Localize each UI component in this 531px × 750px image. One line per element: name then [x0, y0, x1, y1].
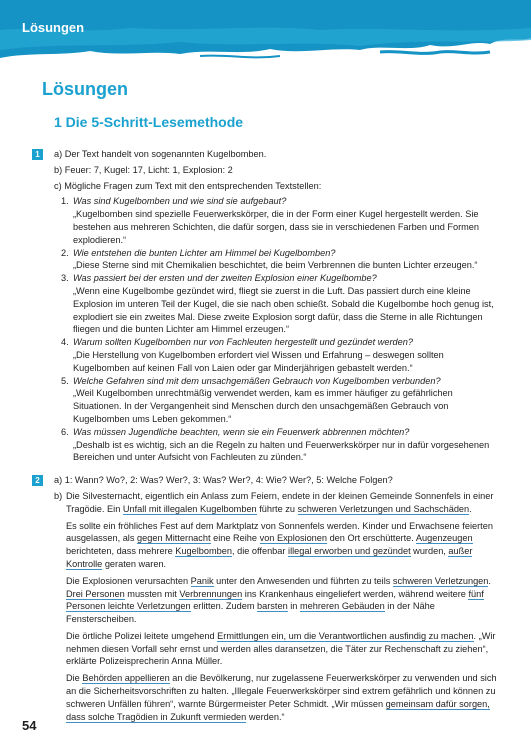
underlined-keyword: gemeinsam dafür sorgen, dass solche Tragödien in Zukunft vermieden [66, 698, 490, 722]
question-text: Was müssen Jugendliche beachten, wenn sie ein Feuerwerk abbrennen möchten? [73, 426, 410, 437]
question-item [54, 272, 502, 336]
question-number: 4. [61, 337, 69, 348]
task-2 [32, 474, 502, 723]
text-segment: den Ort erschütterte. [327, 533, 416, 544]
text-segment: Es sollte ein fröhliches Fest auf dem Marktplatz von Sonnenfels werden. Kinder und Erwachsene feierten ausgelassen, als [66, 520, 493, 544]
article-paragraph [66, 575, 502, 626]
article-paragraph [66, 672, 502, 723]
header-banner [0, 0, 531, 66]
answer-b-label: b) [54, 490, 63, 501]
question-item [54, 375, 502, 426]
page-title: Lösungen [42, 79, 128, 99]
text-segment: in [287, 601, 300, 612]
text-segment: in der Nähe Fensterscheiben. [66, 601, 435, 625]
question-text: Wie entstehen die bunten Lichter am Himmel bei Kugelbomben? [73, 247, 336, 258]
question-text: Was sind Kugelbomben und wie sind sie aufgebaut? [73, 196, 287, 207]
answer-b [54, 490, 502, 724]
answer-b: b) Feuer: 7, Kugel: 17, Licht: 1, Explosion: 2 [54, 164, 233, 175]
text-segment: werden.“ [246, 711, 285, 722]
question-number: 6. [61, 426, 69, 437]
answer-c: c) Mögliche Fragen zum Text mit den entsprechenden Textstellen: [54, 180, 322, 191]
content [32, 148, 502, 727]
quote-answer: „Weil Kugelbomben unrechtmäßig verwendet werden, kam es immer häufiger zu gefährlichen Situationen. In der Vergangenheit sind Menschen durch den unsachgemäßen Gebrauch von Kugelbomben ums Leben gekommen.“ [73, 388, 453, 424]
question-number: 1. [61, 196, 69, 207]
article-paragraph [66, 630, 502, 668]
quote-answer: „Diese Sterne sind mit Chemikalien beschichtet, die beim Verbrennen die bunten Lichter erzeugen.“ [73, 260, 478, 271]
text-segment: , die offenbar [232, 546, 289, 557]
article-paragraph [66, 490, 502, 516]
question-item [54, 247, 502, 273]
question-item [54, 426, 502, 464]
text-segment: an die Bevölkerung, nur zugelassene Feuerwerkskörper zu verwenden und sich an die Sicherheitsvorschriften zu halten. „Illegale Feuerwerkskörper sind extrem gefährlich und können zu schweren Unfällen führen“, warnte Bürgermeister Peter Schmidt. „Wir müssen [66, 673, 497, 709]
question-text: Was passiert bei der ersten und der zweiten Explosion einer Kugelbombe? [73, 273, 377, 284]
quote-answer: „Kugelbomben sind spezielle Feuerwerkskörper, die in der Form einer Kugel hergestellt werden. Sie bestehen aus mehreren Schichten, die dafür sorgen, dass sie in verschiedenen Farben und Formen explodieren.“ [73, 209, 480, 245]
text-segment: Die [66, 673, 83, 684]
task-number-badge: 2 [32, 475, 43, 486]
question-item [54, 195, 502, 246]
text-segment: berichteten, dass mehrere [66, 546, 176, 557]
quote-answer: „Die Herstellung von Kugelbomben erfordert viel Wissen und Erfahrung – deswegen sollten Kugelbomben auf keinen Fall von Laien oder gar Minderjährigen gebastelt werden.“ [73, 349, 444, 373]
text-segment: wurden, [410, 546, 449, 557]
underlined-keyword: Augenzeugen [415, 533, 473, 544]
question-number: 3. [61, 273, 69, 284]
text-segment: Die örtliche Polizei leitete umgehend [66, 630, 218, 641]
underlined-keyword: schweren Verletzungen und Sachschäden [297, 503, 470, 514]
text-segment: Die Silvesternacht, eigentlich ein Anlass zum Feiern, endete in der kleinen Gemeinde Sonnenfels in einer Tragödie. Ein [66, 490, 494, 514]
question-number: 2. [61, 247, 69, 258]
underlined-keyword: Kugelbomben [175, 546, 232, 557]
news-article [54, 490, 502, 724]
underlined-keyword: gegen Mitternacht [137, 533, 211, 544]
quote-answer: „Wenn eine Kugelbombe gezündet wird, fliegt sie zuerst in die Luft. Das passiert durch eine kleine Explosion im unteren Teil der Kugel, die sie nach oben schießt. Sobald die Kugelbombe hoch genug ist, explodiert sie ein zweites Mal. Diese zweite Explosion sorgt dafür, dass die Sterne in alle Richtungen fliegen und die bunten Lichter am Himmel erzeugen.“ [73, 285, 494, 335]
text-segment: . „Wir nehmen diesen Vorfall sehr ernst und werden alles daransetzen, die Täter zur Rechenschaft zu ziehen“, erklärte Polizeisprecherin Anna Müller. [66, 630, 496, 667]
header-label: Lösungen [22, 20, 85, 35]
underlined-keyword: fünf Personen leichte Verletzungen [66, 588, 484, 612]
quote-answer: „Deshalb ist es wichtig, sich an die Regeln zu halten und Feuerwerkskörper nur in dafür vorgesehenen Bereichen und unter Aufsicht von Fachleuten zu zünden.“ [73, 439, 490, 463]
text-segment: führte zu [256, 503, 298, 514]
text-segment: erlitten. Zudem [190, 601, 258, 612]
question-number: 5. [61, 375, 69, 386]
underlined-keyword: Drei Personen [66, 588, 125, 599]
text-segment: unter den Anwesenden und führten zu teils [213, 575, 393, 586]
underlined-keyword: barsten [257, 601, 288, 612]
underlined-keyword: illegal erworben und gezündet [288, 546, 411, 557]
text-segment: Die Explosionen verursachten [66, 575, 191, 586]
underlined-keyword: Ermittlungen ein, um die Verantwortlichen ausfindig zu machen [217, 630, 474, 641]
question-item [54, 336, 502, 374]
section-title: 1 Die 5-Schritt-Lesemethode [54, 114, 244, 130]
question-text: Warum sollten Kugelbomben nur von Fachleuten hergestellt und gezündet werden? [73, 337, 413, 348]
text-segment: mussten mit [124, 588, 180, 599]
underlined-keyword: schweren Verletzungen [392, 575, 489, 586]
task-number-badge: 1 [32, 149, 43, 160]
text-segment: . [469, 503, 472, 514]
question-list [54, 195, 502, 464]
text-segment: ins Krankenhaus eingeliefert werden, während weitere [242, 588, 469, 599]
underlined-keyword: Panik [190, 575, 214, 586]
underlined-keyword: Verbrennungen [179, 588, 243, 599]
text-segment: eine Reihe [210, 533, 260, 544]
underlined-keyword: von Explosionen [259, 533, 328, 544]
underlined-keyword: mehreren Gebäuden [299, 601, 385, 612]
underlined-keyword: Behörden appellieren [82, 673, 170, 684]
answer-a: a) 1: Wann? Wo?, 2: Was? Wer?, 3: Was? Wer?, 4: Wie? Wer?, 5: Welche Folgen? [54, 475, 393, 486]
question-text: Welche Gefahren sind mit dem unsachgemäßen Gebrauch von Kugelbomben verbunden? [73, 375, 441, 386]
underlined-keyword: Unfall mit illegalen Kugelbomben [122, 503, 257, 514]
article-paragraph [66, 520, 502, 571]
text-segment: geraten waren. [102, 558, 167, 569]
answer-a: a) Der Text handelt von sogenannten Kugelbomben. [54, 149, 267, 159]
underlined-keyword: außer Kontrolle [66, 546, 473, 569]
page-number: 54 [22, 718, 37, 733]
task-1 [32, 148, 502, 464]
text-segment: . [488, 575, 491, 586]
